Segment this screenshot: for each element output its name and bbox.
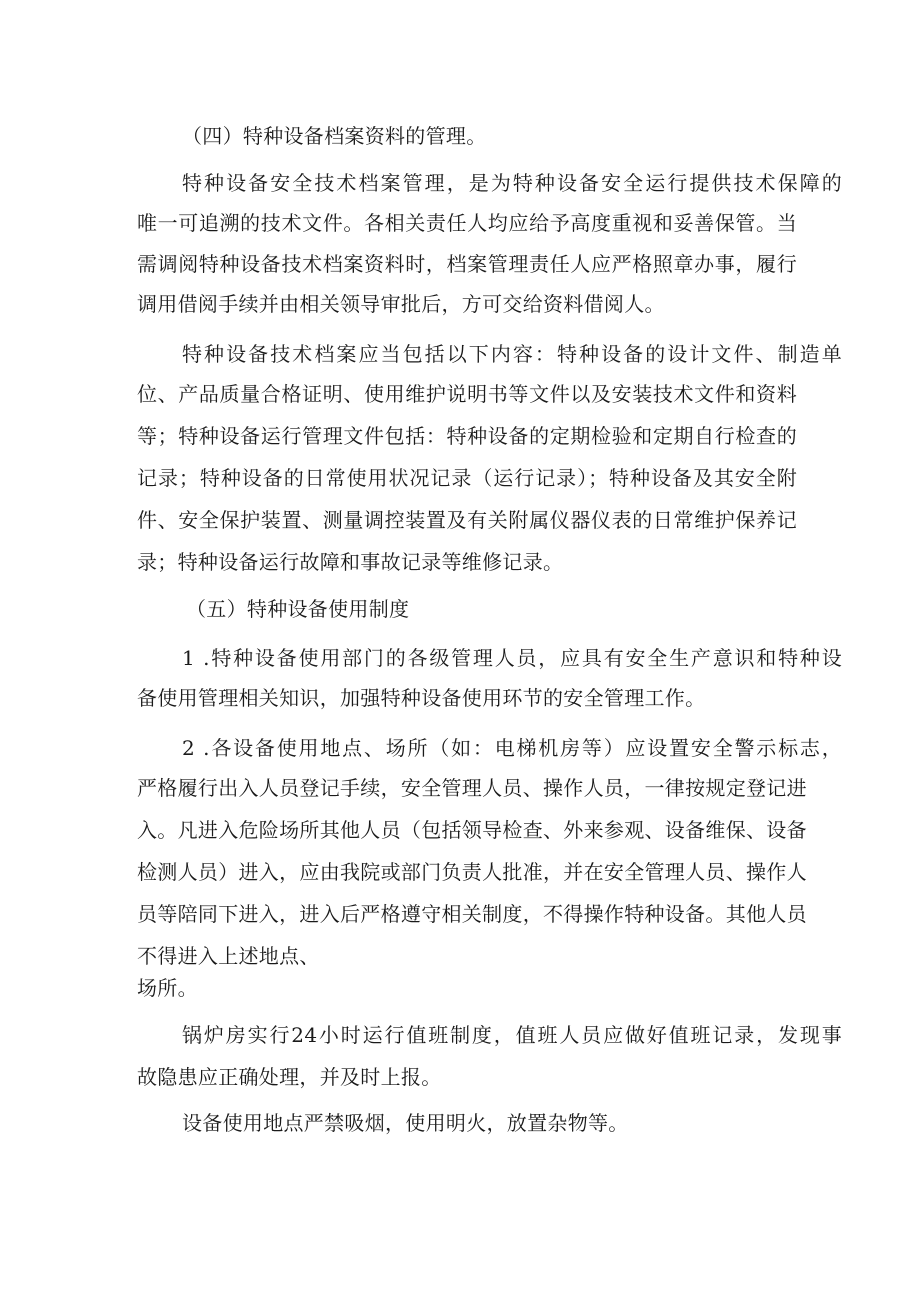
section-four-para2-line3: 等；特种设备运行管理文件包括：特种设备的定期检验和定期自行检查的 <box>137 424 797 448</box>
section-five-item1-line1: 1 .特种设备使用部门的各级管理人员，应具有安全生产意识和特种设 <box>182 646 842 670</box>
section-four-heading: （四）特种设备档案资料的管理。 <box>182 124 487 148</box>
section-five-heading: （五）特种设备使用制度 <box>186 597 410 621</box>
section-five-item2-line5: 员等陪同下进入，进入后严格遵守相关制度，不得操作特种设备。其他人员 <box>137 902 807 926</box>
boiler-room-para-line2: 故隐患应正确处理，并及时上报。 <box>137 1065 442 1089</box>
section-five-item2-line6: 不得进入上述地点、 <box>137 944 320 968</box>
section-five-item2-line7: 场所。 <box>137 976 198 1000</box>
section-four-para2-line6: 录；特种设备运行故障和事故记录等维修记录。 <box>137 550 564 574</box>
section-five-item2-line4: 检测人员）进入，应由我院或部门负责人批准，并在安全管理人员、操作人 <box>137 860 807 884</box>
no-smoking-para: 设备使用地点严禁吸烟，使用明火，放置杂物等。 <box>182 1111 629 1135</box>
section-four-para2-line2: 位、产品质量合格证明、使用维护说明书等文件以及安装技术文件和资料 <box>137 382 797 406</box>
boiler-room-para-line1: 锅炉房实行24小时运行值班制度，值班人员应做好值班记录，发现事 <box>182 1023 842 1047</box>
section-four-para1-line1: 特种设备安全技术档案管理，是为特种设备安全运行提供技术保障的 <box>182 171 842 195</box>
section-five-item2-line1: 2 .各设备使用地点、场所（如：电梯机房等）应设置安全警示标志， <box>182 736 842 760</box>
section-four-para1-line4: 调用借阅手续并由相关领导审批后，方可交给资料借阅人。 <box>137 292 665 316</box>
section-four-para2-line5: 件、安全保护装置、测量调控装置及有关附属仪器仪表的日常维护保养记 <box>137 508 797 532</box>
section-four-para1-line2: 唯一可追溯的技术文件。各相关责任人均应给予高度重视和妥善保管。当 <box>137 211 797 235</box>
section-four-para2-line1: 特种设备技术档案应当包括以下内容：特种设备的设计文件、制造单 <box>182 342 842 366</box>
section-five-item2-line2: 严格履行出入人员登记手续，安全管理人员、操作人员，一律按规定登记进 <box>137 776 807 800</box>
section-five-item1-line2: 备使用管理相关知识，加强特种设备使用环节的安全管理工作。 <box>137 686 706 710</box>
section-five-item2-line3: 入。凡进入危险场所其他人员（包括领导检查、外来参观、设备维保、设备 <box>137 818 807 842</box>
section-four-para1-line3: 需调阅特种设备技术档案资料时，档案管理责任人应严格照章办事，履行 <box>137 252 797 276</box>
section-four-para2-line4: 记录；特种设备的日常使用状况记录（运行记录）；特种设备及其安全附 <box>137 466 797 490</box>
